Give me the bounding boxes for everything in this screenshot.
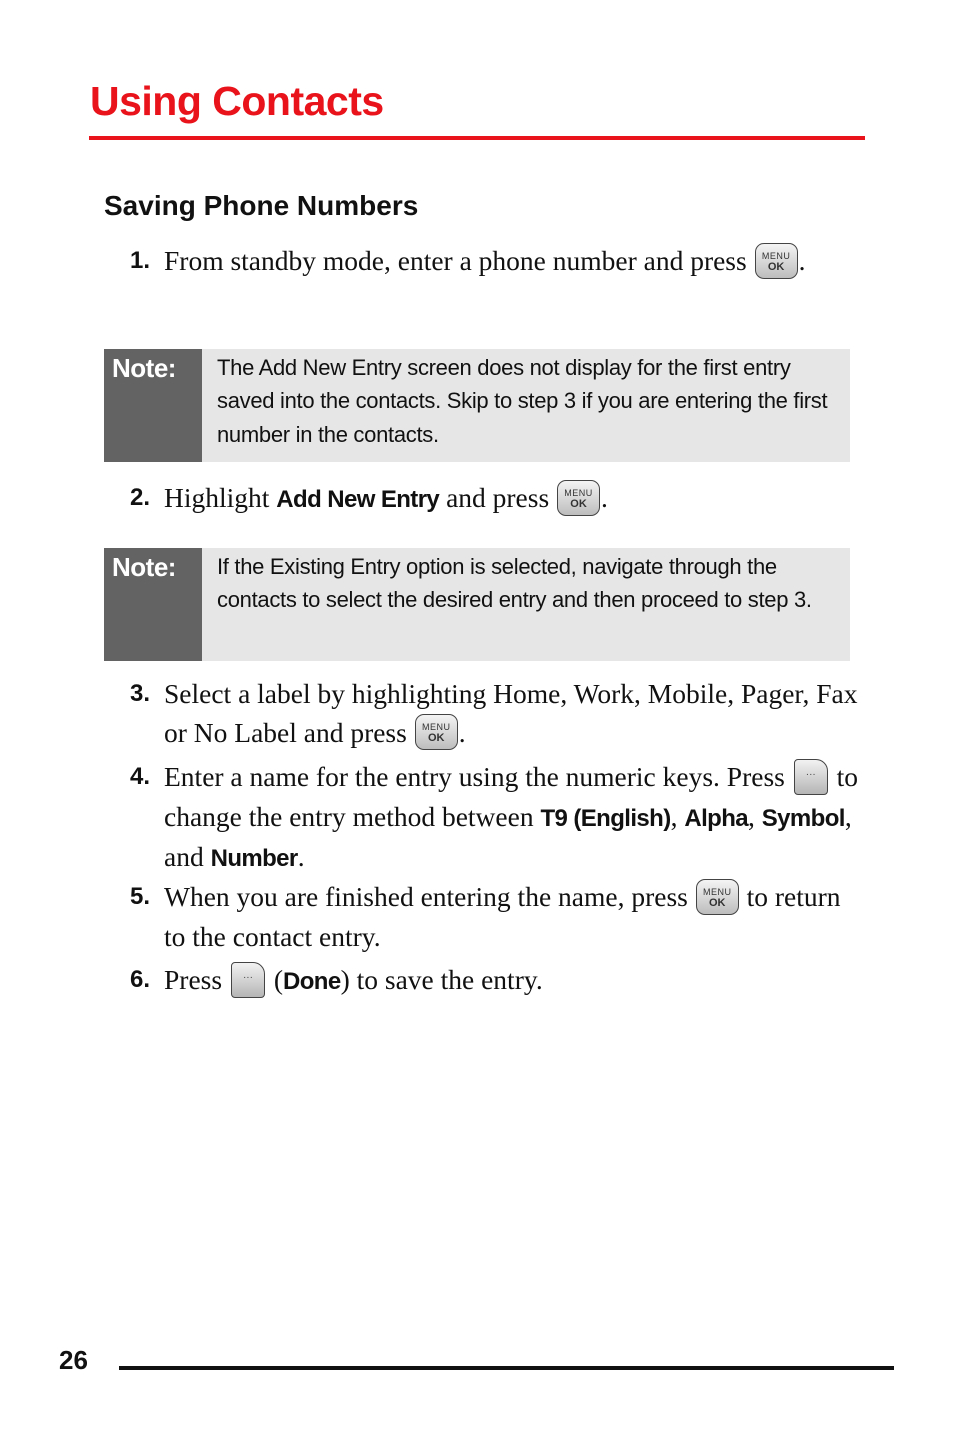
menu-ok-key-icon: MENU OK xyxy=(696,879,739,915)
step-6 xyxy=(120,961,865,1002)
section-heading: Saving Phone Numbers xyxy=(104,190,419,221)
step-1 xyxy=(120,242,865,282)
keyword: Done xyxy=(282,968,341,995)
step-5 xyxy=(120,878,865,956)
menu-ok-key-icon: MENU OK xyxy=(755,243,798,279)
note-label: Note: xyxy=(104,548,202,661)
note-text: The Add New Entry screen does not display for the first entry saved into the contacts. Skip to step 3 if you are entering the first number in the contacts. xyxy=(217,355,828,447)
page-title: Using Contacts xyxy=(90,78,384,124)
keyword: T9 (English) xyxy=(540,804,671,832)
note-box xyxy=(104,548,850,661)
step-3 xyxy=(120,675,865,753)
step-text: Select a label by highlighting Home, Work, Mobile, Pager, Fax or No Label and press MENU OK . xyxy=(164,675,865,753)
step-number: 6. xyxy=(129,966,150,993)
menu-ok-key-icon: MENU OK xyxy=(415,714,458,750)
step-text: Highlight Add New Entry and press MENU OK . xyxy=(164,479,865,520)
step-2 xyxy=(120,479,865,520)
step-number: 4. xyxy=(129,763,150,790)
title-rule xyxy=(89,136,865,140)
step-text: From standby mode, enter a phone number and press MENU OK . xyxy=(164,242,865,282)
step-number: 1. xyxy=(129,247,150,274)
menu-ok-key-icon: MENU OK xyxy=(557,480,600,516)
keyword: Number xyxy=(210,845,298,873)
note-label: Note: xyxy=(104,349,202,462)
note-box xyxy=(104,349,850,462)
step-4 xyxy=(120,758,865,879)
step-number: 5. xyxy=(129,883,150,910)
note-text: If the Existing Entry option is selected, navigate through the contacts to select the desired entry and then proceed to step 3. xyxy=(217,554,812,613)
page-number: 26 xyxy=(59,1345,88,1375)
step-number: 2. xyxy=(129,484,150,511)
footer-rule xyxy=(119,1366,894,1370)
keyword: Symbol xyxy=(761,804,845,832)
left-softkey-icon: ··· xyxy=(231,962,265,998)
step-text: When you are finished entering the name, press MENU OK to return to the contact entry. xyxy=(164,878,865,956)
keyword: Alpha xyxy=(684,804,749,832)
step-text: Press ··· (Done) to save the entry. xyxy=(164,961,865,1002)
step-text: Enter a name for the entry using the numeric keys. Press ··· to change the entry method between T9 (English), Alpha, Symbol, and Number. xyxy=(164,758,865,879)
keyword: Add New Entry xyxy=(276,486,440,513)
step-number: 3. xyxy=(129,680,150,707)
left-softkey-icon: ··· xyxy=(794,759,828,795)
